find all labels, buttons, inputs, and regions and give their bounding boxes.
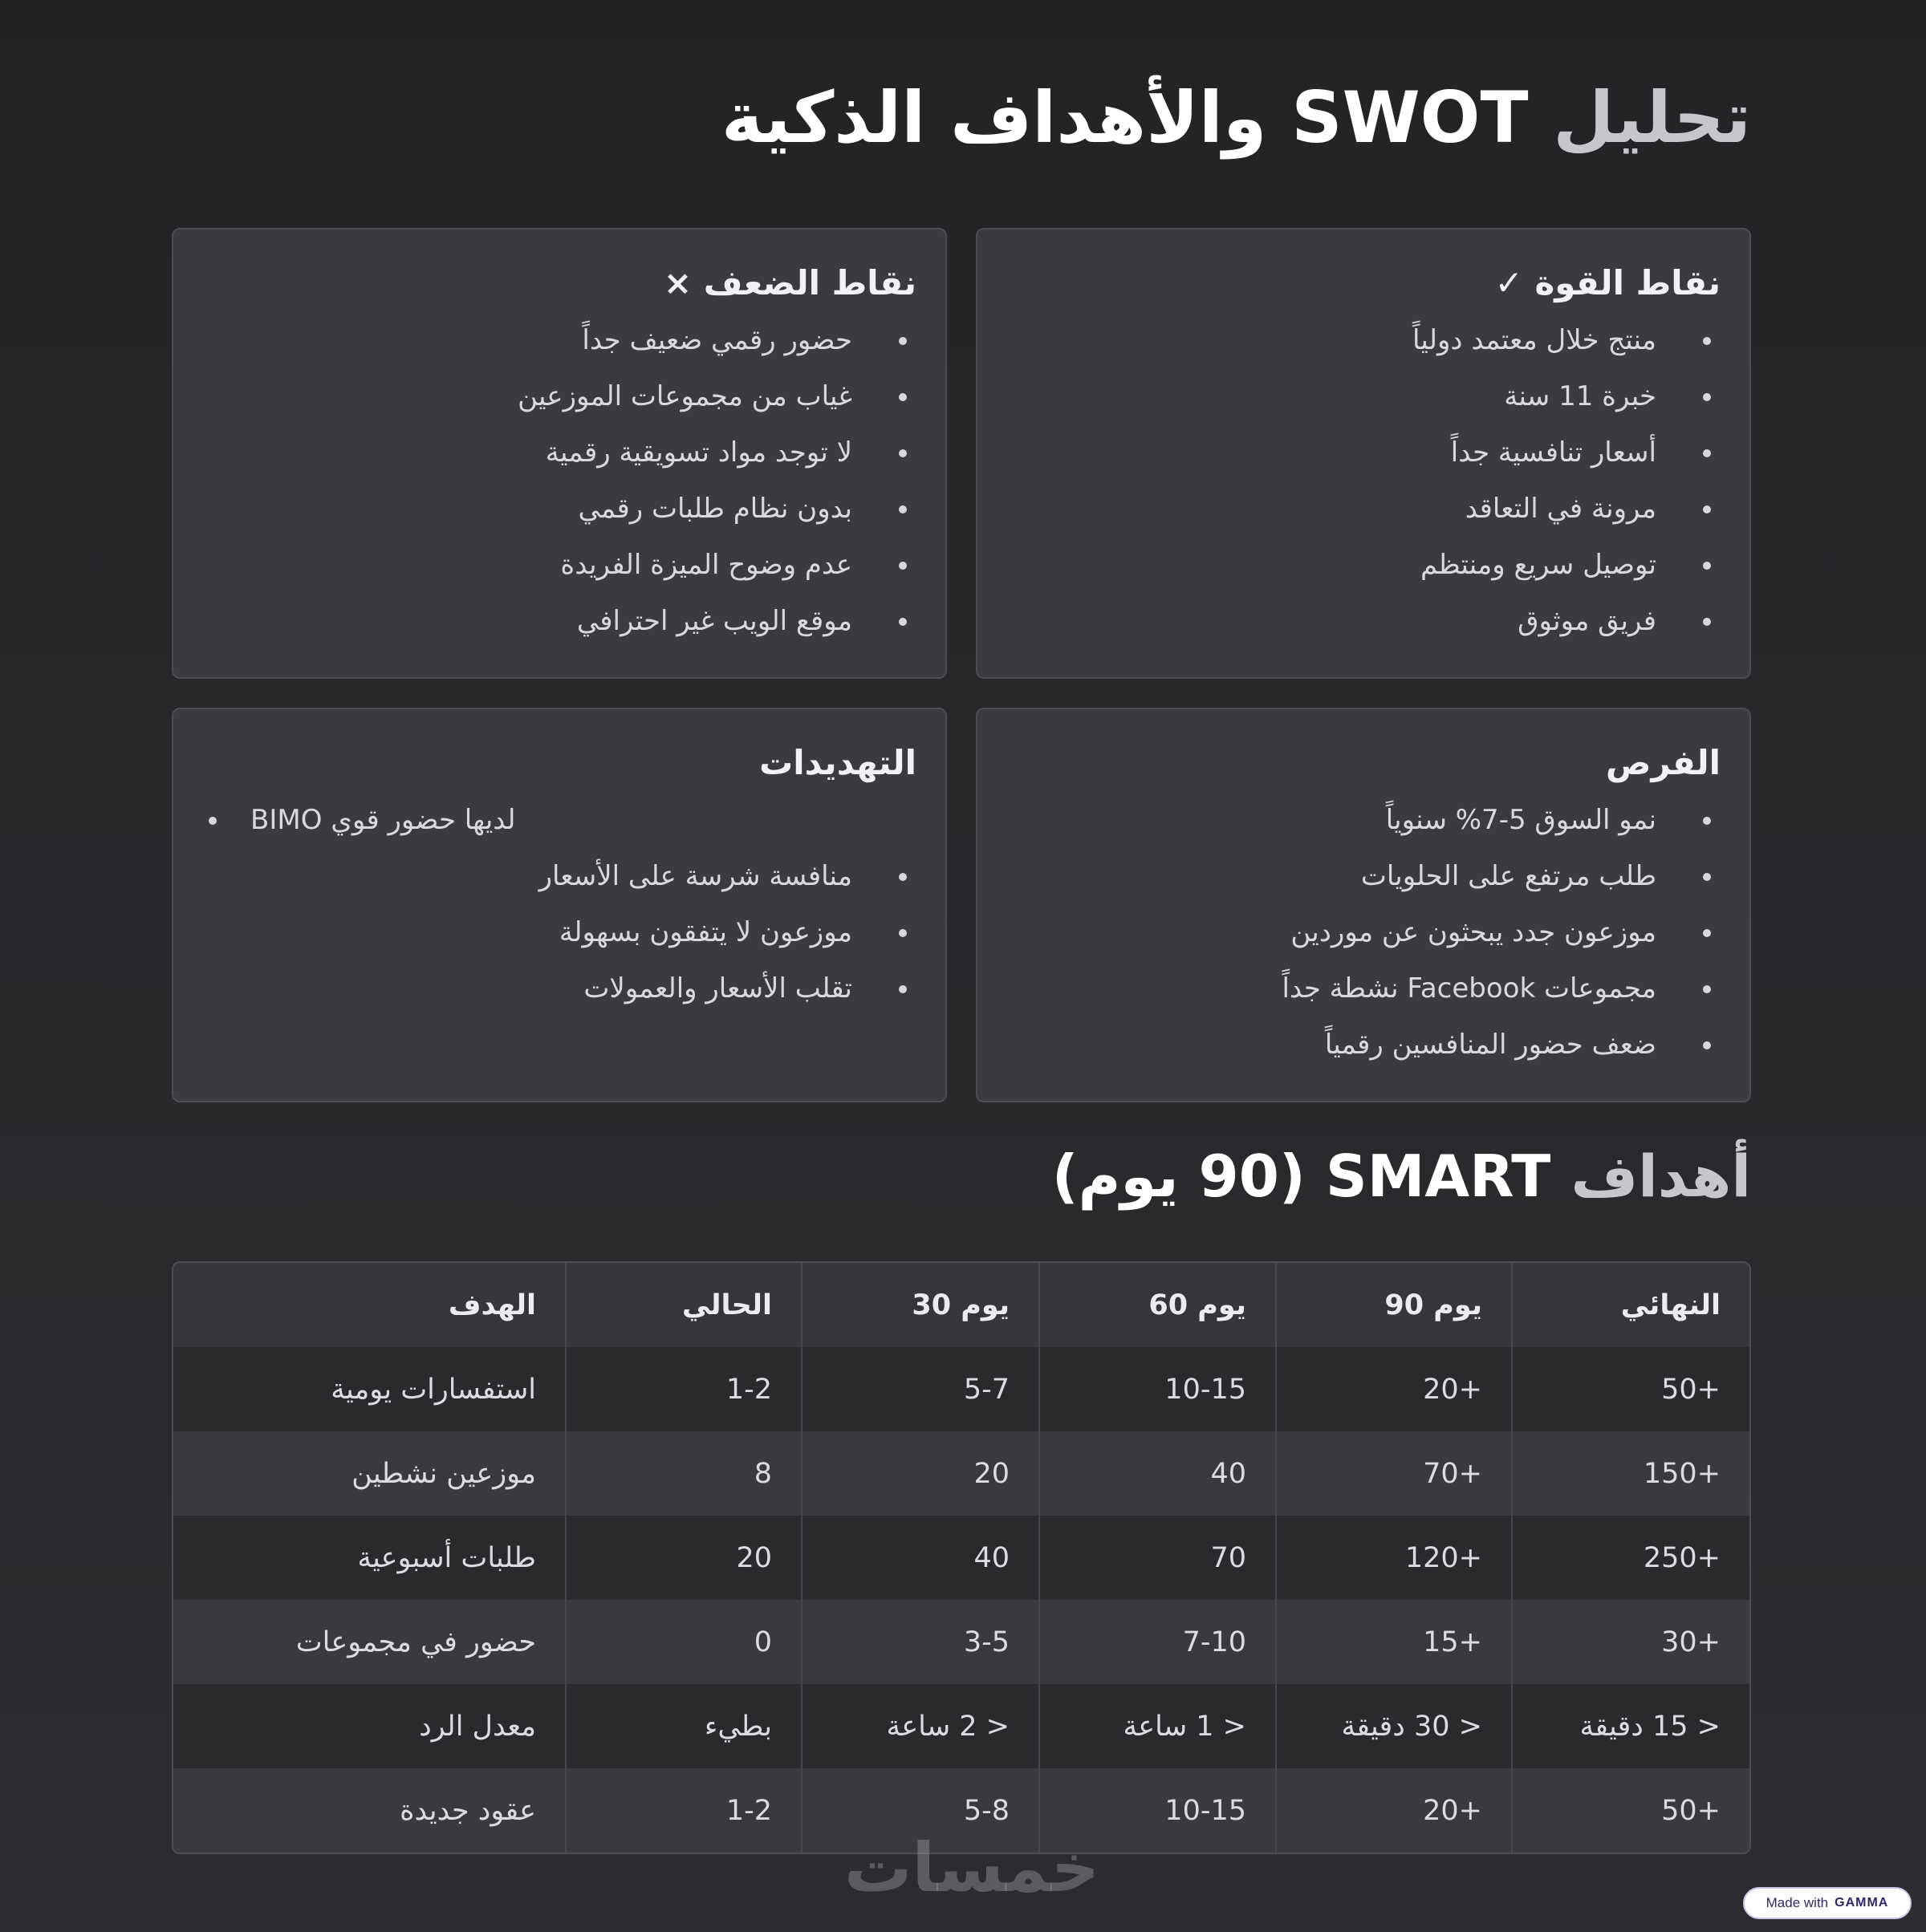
cell-day-30: 3-5 [802,1600,1039,1684]
cell-day-90: +15 [1276,1600,1512,1684]
list-item: تقلب الأسعار والعمولات [202,960,916,1017]
cell-day-90: < 30 دقيقة [1276,1684,1512,1768]
cell-current: 8 [566,1431,802,1516]
page-title [721,74,1751,162]
header-day-30: يوم 30 [802,1263,1039,1347]
cell-final: < 15 دقيقة [1512,1684,1749,1768]
list-item: موقع الويب غير احترافي [202,593,916,649]
cell-day-60: 7-10 [1039,1600,1276,1684]
threats-list [202,792,916,1017]
list-item: منتج خلال معتمد دولياً [1006,312,1721,368]
strengths-title: نقاط القوة ✓ [1494,263,1721,302]
cell-day-90: +20 [1276,1768,1512,1853]
weaknesses-title: نقاط الضعف × [663,263,916,302]
cell-goal: استفسارات يومية [173,1347,566,1431]
opportunities-list [1006,792,1721,1073]
cell-current: بطيء [566,1684,802,1768]
page-title-part1: تحليل [1553,76,1751,159]
gamma-brand-label: GAMMA [1835,1896,1889,1910]
cell-day-30: 20 [802,1431,1039,1516]
watermark-logo: خمسات [844,1828,1100,1907]
cell-day-60: 70 [1039,1516,1276,1600]
threats-card [172,708,947,1102]
cell-day-30: 5-7 [802,1347,1039,1431]
list-item: فريق موثوق [1006,593,1721,649]
made-with-gamma-badge[interactable] [1743,1887,1912,1919]
made-with-label: Made with [1766,1895,1829,1910]
table-row [173,1600,1749,1684]
table-row [173,1431,1749,1516]
page-title-part2: SWOT والأهداف الذكية [721,76,1529,159]
list-item: طلب مرتفع على الحلويات [1006,848,1721,904]
header-current: الحالي [566,1263,802,1347]
list-item: عدم وضوح الميزة الفريدة [202,537,916,593]
header-final: النهائي [1512,1263,1749,1347]
cell-day-90: +70 [1276,1431,1512,1516]
list-item: نمو السوق 5-7% سنوياً [1006,792,1721,848]
list-item: منافسة شرسة على الأسعار [202,848,916,904]
list-item: مرونة في التعاقد [1006,481,1721,537]
goals-table-grid [173,1263,1749,1853]
cell-goal: معدل الرد [173,1684,566,1768]
cell-goal: حضور في مجموعات [173,1600,566,1684]
list-item: لا توجد مواد تسويقية رقمية [202,424,916,481]
strengths-card [976,228,1751,679]
swot-grid [172,228,1751,1102]
list-item: موزعون لا يتفقون بسهولة [202,904,916,960]
list-item: مجموعات Facebook نشطة جداً [1006,960,1721,1017]
list-item: خبرة 11 سنة [1006,368,1721,424]
list-item: توصيل سريع ومنتظم [1006,537,1721,593]
list-item: حضور رقمي ضعيف جداً [202,312,916,368]
weaknesses-list [202,312,916,649]
list-item: بدون نظام طلبات رقمي [202,481,916,537]
list-item: موزعون جدد يبحثون عن موردين [1006,904,1721,960]
cell-day-60: < 1 ساعة [1039,1684,1276,1768]
cell-final: +50 [1512,1768,1749,1853]
cell-goal: طلبات أسبوعية [173,1516,566,1600]
cell-current: 1-2 [566,1347,802,1431]
cell-day-90: +20 [1276,1347,1512,1431]
table-row [173,1347,1749,1431]
header-day-60: يوم 60 [1039,1263,1276,1347]
weaknesses-card [172,228,947,679]
cell-final: +150 [1512,1431,1749,1516]
cell-day-30: 5-8 [802,1768,1039,1853]
table-row [173,1684,1749,1768]
strengths-list [1006,312,1721,649]
cell-current: 20 [566,1516,802,1600]
list-item: أسعار تنافسية جداً [1006,424,1721,481]
opportunities-title: الفرص [1605,743,1721,782]
header-day-90: يوم 90 [1276,1263,1512,1347]
table-header-row [173,1263,1749,1347]
list-item: غياب من مجموعات الموزعين [202,368,916,424]
table-row [173,1516,1749,1600]
cell-current: 0 [566,1600,802,1684]
goals-title-part1: أهداف [1570,1143,1751,1210]
cell-current: 1-2 [566,1768,802,1853]
cell-goal: موزعين نشطين [173,1431,566,1516]
cell-day-30: 40 [802,1516,1039,1600]
cell-day-90: +120 [1276,1516,1512,1600]
cell-day-60: 40 [1039,1431,1276,1516]
cell-final: +30 [1512,1600,1749,1684]
list-item: ضعف حضور المنافسين رقمياً [1006,1017,1721,1073]
cell-final: +250 [1512,1516,1749,1600]
cell-day-60: 10-15 [1039,1347,1276,1431]
opportunities-card [976,708,1751,1102]
list-item: BIMO لديها حضور قوي [202,792,916,848]
cell-day-30: < 2 ساعة [802,1684,1039,1768]
cell-final: +50 [1512,1347,1749,1431]
goals-title-part2: SMART (90 يوم) [1051,1143,1551,1210]
threats-title: التهديدات [759,743,916,782]
goals-table [172,1261,1751,1854]
cell-day-60: 10-15 [1039,1768,1276,1853]
goals-title [1052,1139,1751,1215]
cell-goal: عقود جديدة [173,1768,566,1853]
header-goal: الهدف [173,1263,566,1347]
